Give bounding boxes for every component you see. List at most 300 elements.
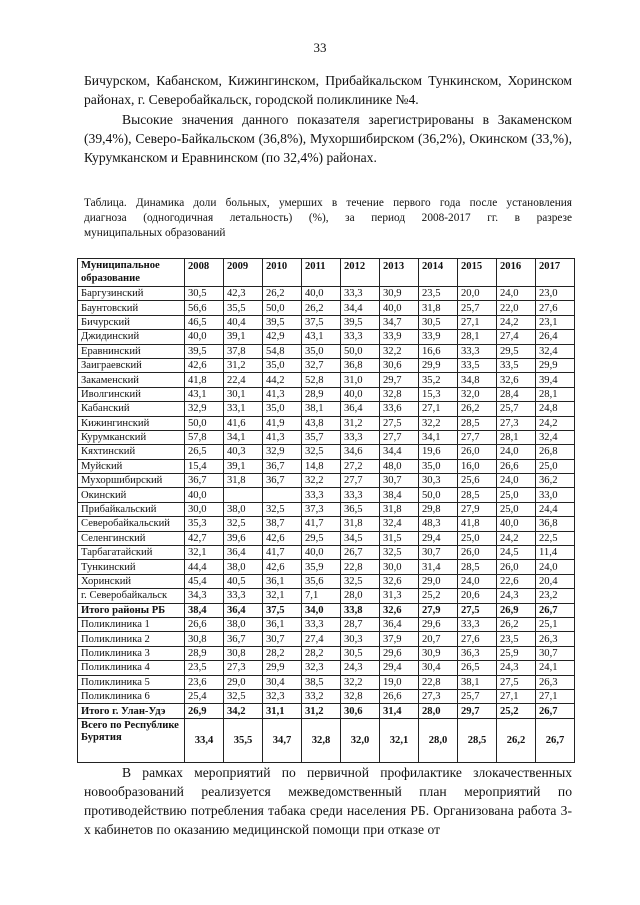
row-name: Кабанский	[78, 402, 185, 416]
row-value: 26,0	[458, 546, 497, 560]
row-value: 34,3	[185, 589, 224, 603]
row-value: 26,7	[536, 704, 575, 718]
row-value: 35,6	[302, 574, 341, 588]
row-value: 27,5	[458, 603, 497, 617]
row-value: 28,1	[458, 330, 497, 344]
row-value: 34,5	[341, 531, 380, 545]
row-value: 28,1	[497, 430, 536, 444]
header-year: 2012	[341, 259, 380, 287]
row-value: 25,0	[497, 502, 536, 516]
row-value: 33,3	[341, 430, 380, 444]
row-value: 22,0	[497, 301, 536, 315]
header-year: 2008	[185, 259, 224, 287]
table-subtotal-row	[78, 704, 575, 718]
row-value: 35,2	[419, 373, 458, 387]
row-value: 38,1	[302, 402, 341, 416]
row-value: 29,9	[536, 358, 575, 372]
row-name: Еравнинский	[78, 344, 185, 358]
row-value: 27,6	[536, 301, 575, 315]
row-value: 57,8	[185, 430, 224, 444]
header-year: 2014	[419, 259, 458, 287]
row-name: Поликлиника 2	[78, 632, 185, 646]
row-value: 36,7	[263, 459, 302, 473]
total-row-value: 26,2	[497, 718, 536, 762]
row-value: 35,0	[263, 402, 302, 416]
row-value: 33,3	[341, 488, 380, 502]
row-value: 27,6	[458, 632, 497, 646]
row-name: Джидинский	[78, 330, 185, 344]
row-value: 43,1	[185, 387, 224, 401]
row-value: 30,3	[341, 632, 380, 646]
row-name: Прибайкальский	[78, 502, 185, 516]
row-value: 33,2	[302, 689, 341, 703]
row-value: 28,5	[458, 560, 497, 574]
row-value: 31,2	[341, 416, 380, 430]
row-value: 29,4	[419, 531, 458, 545]
row-value: 27,3	[497, 416, 536, 430]
row-value: 24,4	[536, 502, 575, 516]
table-row	[78, 560, 575, 574]
caption-line-1: Таблица. Динамика доли больных, умерших в течение первого года после установления	[84, 197, 572, 209]
row-value: 30,9	[380, 287, 419, 301]
header-year: 2013	[380, 259, 419, 287]
row-value: 41,3	[263, 430, 302, 444]
row-value: 32,0	[458, 387, 497, 401]
row-value: 26,7	[536, 603, 575, 617]
row-value: 34,1	[419, 430, 458, 444]
total-row-value: 26,7	[536, 718, 575, 762]
row-value: 35,0	[263, 358, 302, 372]
row-value: 26,7	[341, 546, 380, 560]
row-name: Селенгинский	[78, 531, 185, 545]
row-value: 29,6	[419, 617, 458, 631]
table-row	[78, 301, 575, 315]
row-value: 28,9	[302, 387, 341, 401]
paragraph-intro: Бичурском, Кабанском, Кижингинском, Прибайкальском Тункинском, Хоринском районах, г. Северобайкальск, городской поликлинике №4.	[84, 73, 572, 107]
row-value: 31,2	[302, 704, 341, 718]
row-value: 30,0	[185, 502, 224, 516]
row-value: 14,8	[302, 459, 341, 473]
row-value: 32,4	[380, 517, 419, 531]
row-value: 26,0	[458, 445, 497, 459]
table-row	[78, 445, 575, 459]
row-value: 24,0	[458, 574, 497, 588]
table-row	[78, 617, 575, 631]
row-value: 28,4	[497, 387, 536, 401]
row-value: 25,2	[419, 589, 458, 603]
row-value: 32,5	[224, 689, 263, 703]
row-value: 28,0	[419, 704, 458, 718]
row-value: 27,3	[224, 661, 263, 675]
row-value: 32,3	[263, 689, 302, 703]
row-value: 32,5	[302, 445, 341, 459]
row-value: 22,4	[224, 373, 263, 387]
row-value: 16,6	[419, 344, 458, 358]
row-value: 31,4	[380, 704, 419, 718]
row-value: 36,2	[536, 474, 575, 488]
row-value: 28,7	[341, 617, 380, 631]
row-value: 25,1	[536, 617, 575, 631]
row-name: Поликлиника 1	[78, 617, 185, 631]
mortality-table-container	[77, 258, 574, 763]
row-value: 34,4	[380, 445, 419, 459]
row-name: Тункинский	[78, 560, 185, 574]
total-row-value: 35,5	[224, 718, 263, 762]
row-value: 26,6	[185, 617, 224, 631]
header-year: 2017	[536, 259, 575, 287]
row-value: 39,4	[536, 373, 575, 387]
row-name: Мухоршибирский	[78, 474, 185, 488]
row-value: 31,4	[419, 560, 458, 574]
row-value: 36,7	[263, 474, 302, 488]
row-value: 52,8	[302, 373, 341, 387]
row-value: 32,2	[380, 344, 419, 358]
row-value: 29,7	[380, 373, 419, 387]
row-value: 30,7	[536, 646, 575, 660]
row-value: 27,1	[536, 689, 575, 703]
table-row	[78, 344, 575, 358]
row-value: 33,3	[302, 488, 341, 502]
row-value: 42,7	[185, 531, 224, 545]
row-value: 26,3	[536, 632, 575, 646]
row-value: 22,8	[341, 560, 380, 574]
row-value: 25,9	[497, 646, 536, 660]
table-row	[78, 574, 575, 588]
row-value: 26,4	[536, 330, 575, 344]
header-year: 2015	[458, 259, 497, 287]
mortality-table	[77, 258, 575, 763]
row-value: 27,3	[419, 689, 458, 703]
row-name: Бичурский	[78, 315, 185, 329]
row-value: 41,8	[458, 517, 497, 531]
row-value: 34,1	[224, 430, 263, 444]
row-value: 34,6	[341, 445, 380, 459]
row-value: 23,6	[185, 675, 224, 689]
row-value: 41,8	[185, 373, 224, 387]
header-year: 2016	[497, 259, 536, 287]
row-value: 32,2	[341, 675, 380, 689]
table-row	[78, 430, 575, 444]
caption-line-3: муниципальных образований	[84, 227, 226, 239]
row-value: 30,5	[419, 315, 458, 329]
row-value: 38,0	[224, 502, 263, 516]
row-name: Кяхтинский	[78, 445, 185, 459]
row-value: 40,0	[380, 301, 419, 315]
row-value: 30,4	[263, 675, 302, 689]
row-value: 30,0	[380, 560, 419, 574]
row-value: 33,3	[224, 589, 263, 603]
row-value: 26,3	[536, 675, 575, 689]
row-value: 29,9	[263, 661, 302, 675]
row-value: 16,0	[458, 459, 497, 473]
row-value: 32,8	[341, 689, 380, 703]
table-caption	[84, 196, 572, 241]
row-value: 32,6	[380, 603, 419, 617]
table-row	[78, 402, 575, 416]
row-value: 43,1	[302, 330, 341, 344]
row-value: 38,5	[302, 675, 341, 689]
row-value: 28,5	[458, 488, 497, 502]
row-value: 31,2	[224, 358, 263, 372]
row-value: 24,0	[536, 560, 575, 574]
row-value: 25,7	[458, 689, 497, 703]
row-value: 36,8	[536, 517, 575, 531]
row-value: 27,7	[341, 474, 380, 488]
row-value: 41,3	[263, 387, 302, 401]
total-row-value: 33,4	[185, 718, 224, 762]
row-value: 26,2	[458, 402, 497, 416]
row-value: 27,5	[380, 416, 419, 430]
row-value: 56,6	[185, 301, 224, 315]
row-value: 33,5	[497, 358, 536, 372]
row-value: 24,8	[536, 402, 575, 416]
row-value: 38,4	[185, 603, 224, 617]
row-value: 33,3	[341, 330, 380, 344]
row-value: 25,0	[536, 459, 575, 473]
row-value: 24,2	[497, 315, 536, 329]
row-value: 20,6	[458, 589, 497, 603]
row-value: 39,5	[185, 344, 224, 358]
row-value: 26,2	[263, 287, 302, 301]
table-row	[78, 287, 575, 301]
row-value: 19,0	[380, 675, 419, 689]
row-value: 32,8	[380, 387, 419, 401]
row-value: 27,1	[497, 689, 536, 703]
row-value: 15,4	[185, 459, 224, 473]
row-name: Баргузинский	[78, 287, 185, 301]
row-value: 28,1	[536, 387, 575, 401]
total-row-value: 32,0	[341, 718, 380, 762]
row-value: 23,0	[536, 287, 575, 301]
row-name: Поликлиника 5	[78, 675, 185, 689]
row-value: 24,0	[497, 287, 536, 301]
row-value: 27,1	[458, 315, 497, 329]
row-value: 40,0	[302, 546, 341, 560]
row-name: Кижингинский	[78, 416, 185, 430]
total-row-value: 34,7	[263, 718, 302, 762]
row-value: 32,5	[380, 546, 419, 560]
row-value: 48,3	[419, 517, 458, 531]
row-value: 25,0	[458, 531, 497, 545]
row-value: 15,3	[419, 387, 458, 401]
row-value: 35,7	[302, 430, 341, 444]
row-value: 26,0	[497, 560, 536, 574]
row-value: 50,0	[419, 488, 458, 502]
row-value: 20,7	[419, 632, 458, 646]
row-value: 24,5	[497, 546, 536, 560]
row-value: 30,5	[185, 287, 224, 301]
row-value: 40,5	[224, 574, 263, 588]
paragraph-prevention: В рамках мероприятий по первичной профилактике злокачественных новообразований реализуется межведомственный план мероприятий по противодействию потребления табака среди населения РБ. Организована работа 3-х кабинетов по оказанию медицинской помощи при отказе от	[84, 765, 572, 837]
row-value: 25,4	[185, 689, 224, 703]
row-value: 30,6	[341, 704, 380, 718]
row-value: 25,7	[497, 402, 536, 416]
row-value: 30,7	[380, 474, 419, 488]
header-year: 2011	[302, 259, 341, 287]
row-value: 37,9	[380, 632, 419, 646]
row-value: 33,8	[341, 603, 380, 617]
row-value: 31,8	[224, 474, 263, 488]
row-value: 30,1	[224, 387, 263, 401]
row-name: Иволгинский	[78, 387, 185, 401]
row-value: 40,0	[185, 330, 224, 344]
row-value: 32,1	[263, 589, 302, 603]
row-value: 34,2	[224, 704, 263, 718]
row-value: 32,2	[302, 474, 341, 488]
row-value: 24,3	[497, 589, 536, 603]
row-value: 35,0	[419, 459, 458, 473]
table-row	[78, 416, 575, 430]
table-row	[78, 315, 575, 329]
row-name: Тарбагатайский	[78, 546, 185, 560]
row-value: 27,9	[458, 502, 497, 516]
row-value: 24,2	[497, 531, 536, 545]
row-value: 34,4	[341, 301, 380, 315]
row-value: 24,0	[497, 445, 536, 459]
row-value: 26,9	[185, 704, 224, 718]
row-value: 32,5	[341, 574, 380, 588]
row-value: 30,8	[185, 632, 224, 646]
row-name: Окинский	[78, 488, 185, 502]
row-value: 37,5	[302, 315, 341, 329]
row-value: 36,8	[341, 358, 380, 372]
row-value: 38,0	[224, 560, 263, 574]
table-row	[78, 358, 575, 372]
row-value: 35,9	[302, 560, 341, 574]
row-value: 33,9	[380, 330, 419, 344]
row-value: 29,4	[380, 661, 419, 675]
row-value: 40,3	[224, 445, 263, 459]
row-value: 36,7	[185, 474, 224, 488]
row-value: 29,8	[419, 502, 458, 516]
row-name: Итого районы РБ	[78, 603, 185, 617]
row-value: 25,7	[458, 301, 497, 315]
row-value: 27,5	[497, 675, 536, 689]
row-value: 24,2	[536, 416, 575, 430]
total-row-value: 32,8	[302, 718, 341, 762]
page-number: 33	[313, 40, 327, 55]
row-value: 28,2	[302, 646, 341, 660]
row-value: 31,8	[380, 502, 419, 516]
row-value: 24,3	[341, 661, 380, 675]
row-value: 29,5	[497, 344, 536, 358]
row-value: 41,7	[263, 546, 302, 560]
row-value: 31,3	[380, 589, 419, 603]
table-row	[78, 488, 575, 502]
row-value: 42,3	[224, 287, 263, 301]
row-value: 24,1	[536, 661, 575, 675]
row-value: 25,6	[458, 474, 497, 488]
row-value: 35,0	[302, 344, 341, 358]
row-value: 32,3	[302, 661, 341, 675]
row-value: 39,1	[224, 330, 263, 344]
paragraph-high-values: Высокие значения данного показателя зарегистрированы в Закаменском (39,4%), Северо-Байкальском (36,8%), Мухоршибирском (36,2%), Окинском (33,%), Курумканском и Еравнинском (по 32,4%) районах.	[84, 112, 572, 165]
row-value: 22,6	[497, 574, 536, 588]
row-value: 40,4	[224, 315, 263, 329]
row-value: 11,4	[536, 546, 575, 560]
row-value: 34,8	[458, 373, 497, 387]
row-value: 42,6	[263, 560, 302, 574]
row-value: 26,6	[380, 689, 419, 703]
row-value: 41,6	[224, 416, 263, 430]
row-value: 33,5	[458, 358, 497, 372]
row-value: 27,7	[380, 430, 419, 444]
row-value: 32,9	[185, 402, 224, 416]
row-value: 32,6	[497, 373, 536, 387]
row-value: 33,3	[458, 344, 497, 358]
total-row-value: 32,1	[380, 718, 419, 762]
row-value: 31,8	[341, 517, 380, 531]
row-name: Муйский	[78, 459, 185, 473]
table-row	[78, 661, 575, 675]
row-value: 25,0	[497, 488, 536, 502]
row-value: 37,3	[302, 502, 341, 516]
row-value: 32,4	[536, 344, 575, 358]
row-name: Поликлиника 6	[78, 689, 185, 703]
row-value: 38,1	[458, 675, 497, 689]
row-value: 23,5	[185, 661, 224, 675]
row-name: Курумканский	[78, 430, 185, 444]
row-value: 24,3	[497, 661, 536, 675]
row-value: 43,8	[302, 416, 341, 430]
row-value: 26,6	[497, 459, 536, 473]
row-value: 45,4	[185, 574, 224, 588]
row-value: 31,8	[419, 301, 458, 315]
row-value: 39,5	[263, 315, 302, 329]
row-value: 33,1	[224, 402, 263, 416]
row-value: 32,5	[263, 502, 302, 516]
table-row	[78, 646, 575, 660]
row-value: 50,0	[185, 416, 224, 430]
row-value: 33,3	[341, 287, 380, 301]
row-value: 36,7	[224, 632, 263, 646]
table-row	[78, 546, 575, 560]
row-value: 29,0	[419, 574, 458, 588]
row-value: 30,9	[419, 646, 458, 660]
row-value: 30,5	[341, 646, 380, 660]
row-value: 22,8	[419, 675, 458, 689]
row-value: 40,0	[302, 287, 341, 301]
row-value: 30,3	[419, 474, 458, 488]
row-value: 32,4	[536, 430, 575, 444]
row-name: Поликлиника 3	[78, 646, 185, 660]
table-row	[78, 589, 575, 603]
row-value: 40,0	[185, 488, 224, 502]
row-value: 20,0	[458, 287, 497, 301]
row-value: 36,3	[458, 646, 497, 660]
row-value: 33,3	[458, 617, 497, 631]
table-row	[78, 502, 575, 516]
row-value: 36,5	[341, 502, 380, 516]
row-value: 7,1	[302, 589, 341, 603]
row-value: 38,0	[224, 617, 263, 631]
row-value: 39,1	[224, 459, 263, 473]
row-value: 32,6	[380, 574, 419, 588]
table-subtotal-row	[78, 603, 575, 617]
row-value: 28,5	[458, 416, 497, 430]
row-value: 28,9	[185, 646, 224, 660]
header-year: 2009	[224, 259, 263, 287]
caption-line-2: диагноза (одногодичная летальность) (%), за период 2008-2017 гг. в разрезе	[84, 212, 572, 224]
table-row	[78, 330, 575, 344]
row-value: 29,5	[302, 531, 341, 545]
row-value: 32,9	[263, 445, 302, 459]
row-name: Закаменский	[78, 373, 185, 387]
row-value: 23,5	[497, 632, 536, 646]
row-value: 24,0	[497, 474, 536, 488]
row-value: 33,9	[419, 330, 458, 344]
row-value: 41,9	[263, 416, 302, 430]
